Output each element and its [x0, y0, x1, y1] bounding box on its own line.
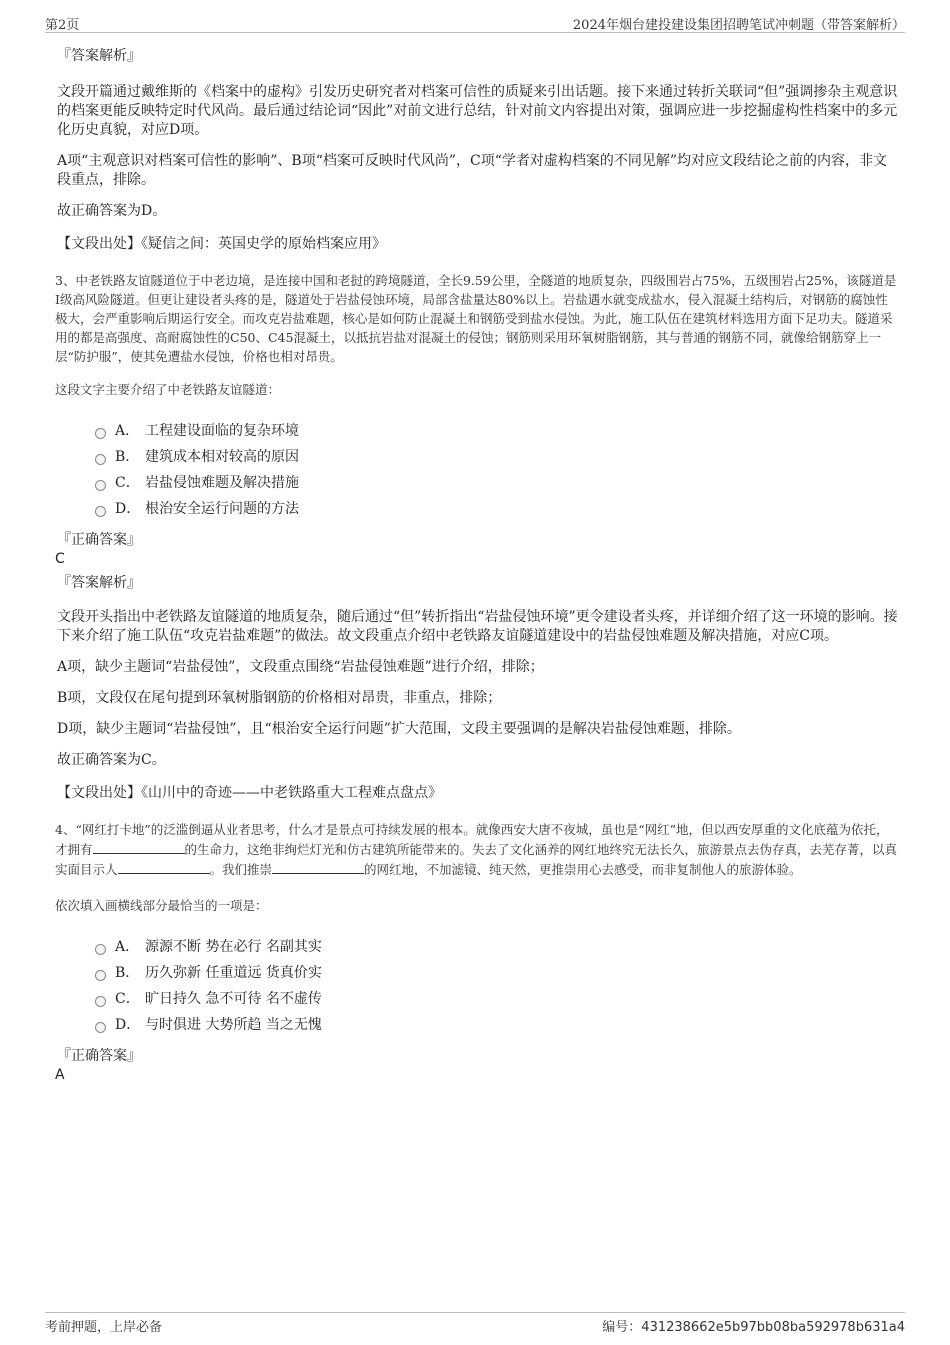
radio-icon[interactable] — [95, 1022, 106, 1033]
radio-icon[interactable] — [95, 454, 106, 465]
document-code: 编号：431238662e5b97bb08ba592978b631a4 — [602, 1320, 905, 1335]
q4-options — [95, 934, 898, 1038]
q3-answer-label: 『正确答案』 — [57, 532, 141, 548]
radio-icon[interactable] — [95, 480, 106, 491]
page-number: 第2页 — [45, 18, 80, 33]
q3-source: 【文段出处】《山川中的奇迹——中老铁路重大工程难点盘点》 — [57, 785, 442, 801]
radio-icon[interactable] — [95, 428, 106, 439]
footer-slogan: 考前押题，上岸必备 — [45, 1320, 163, 1335]
radio-icon[interactable] — [95, 506, 106, 517]
fill-blank — [272, 861, 364, 874]
q3-option-a[interactable]: A． 工程建设面临的复杂环境 — [95, 418, 898, 444]
q3-prompt: 这段文字主要介绍了中老铁路友谊隧道： — [55, 382, 281, 397]
q3-option-d[interactable]: D． 根治安全运行问题的方法 — [95, 496, 898, 522]
q3-option-c[interactable]: C． 岩盐侵蚀难题及解决措施 — [95, 470, 898, 496]
fill-blank — [93, 841, 185, 854]
q3-analysis-paragraph-1: 文段开头指出中老铁路友谊隧道的地质复杂，随后通过“但”转折指出“岩盐侵蚀环境”更令建设者头疼，并详细介绍了这一环境的影响。接下来介绍了施工队伍“攻克岩盐难题”的做法。故文段重点介绍中老铁路友谊隧道建设中的岩盐侵蚀难题及解决措施，对应C项。 — [57, 609, 898, 644]
page-header — [45, 12, 905, 33]
q4-option-b[interactable]: B． 历久弥新 任重道远 货真价实 — [95, 960, 898, 986]
document-title: 2024年烟台建投建设集团招聘笔试冲刺题（带答案解析） — [572, 18, 905, 33]
q4-option-c[interactable]: C． 旷日持久 急不可待 名不虚传 — [95, 986, 898, 1012]
q3-analysis-label: 『答案解析』 — [57, 575, 141, 591]
radio-icon[interactable] — [95, 944, 106, 955]
q3-option-b[interactable]: B． 建筑成本相对较高的原因 — [95, 444, 898, 470]
q2-analysis-paragraph-1: 文段开篇通过戴维斯的《档案中的虚构》引发历史研究者对档案可信性的质疑来引出话题。接下来通过转折关联词“但”强调掺杂主观意识的档案更能反映特定时代风尚。最后通过结论词“因此”对前文进行总结，针对前文内容提出对策，强调应进一步挖掘虚构性档案中的多元化历史真貌，对应D项。 — [57, 84, 898, 138]
fill-blank — [118, 861, 210, 874]
q3-options — [95, 418, 898, 522]
q4-option-d[interactable]: D． 与时俱进 大势所趋 当之无愧 — [95, 1012, 898, 1038]
q3-answer: C — [55, 551, 65, 567]
q3-analysis-paragraph-3: B项，文段仅在尾句提到环氧树脂钢筋的价格相对昂贵，非重点，排除； — [57, 690, 502, 706]
q2-analysis-paragraph-2: A项“主观意识对档案可信性的影响”、B项“档案可反映时代风尚”，C项“学者对虚构档案的不同见解”均对应文段结论之前的内容，非文段重点，排除。 — [57, 153, 888, 188]
radio-icon[interactable] — [95, 970, 106, 981]
q4-option-a[interactable]: A． 源源不断 势在必行 名副其实 — [95, 934, 898, 960]
q3-analysis-paragraph-4: D项，缺少主题词“岩盐侵蚀”，且“根治安全运行问题”扩大范围，文段主要强调的是解决岩盐侵蚀难题，排除。 — [57, 721, 741, 737]
page-content — [55, 45, 898, 1088]
q2-analysis-label: 『答案解析』 — [57, 48, 141, 64]
q4-answer: A — [55, 1067, 65, 1083]
q2-source: 【文段出处】《疑信之间：英国史学的原始档案应用》 — [57, 236, 386, 252]
q4-question-text: 4、“网红打卡地”的泛滥倒逼从业者思考，什么才是景点可持续发展的根本。就像西安大唐不夜城，虽也是“网红”地，但以西安厚重的文化底蕴为依托，才拥有 的生命力，这绝非绚烂灯光和仿古建筑所能带来的。失去了文化涵养的网红地终究无法长久，旅游景点去伪存真，去芜存菁，以真实面目示人 。我们推崇 的网红地，不加滤镜、纯天然，更推崇用心去感受，而非复制他人的旅游体验。 — [55, 822, 898, 877]
q3-analysis-paragraph-2: A项，缺少主题词“岩盐侵蚀”，文段重点围绕“岩盐侵蚀难题”进行介绍，排除； — [57, 659, 544, 675]
q3-analysis-paragraph-5: 故正确答案为C。 — [57, 752, 166, 768]
q3-question-text: 3、中老铁路友谊隧道位于中老边境，是连接中国和老挝的跨境隧道，全长9.59公里，全隧道的地质复杂，四级围岩占75%，五级围岩占25%，该隧道是I级高风险隧道。但更让建设者头疼的是，隧道处于岩盐侵蚀环境，局部含盐量达80%以上。岩盐遇水就变成盐水，侵入混凝土结构后，对钢筋的腐蚀性极大，会严重影响后期运行安全。而攻克岩盐难题，核心是如何防止混凝土和钢筋受到盐水侵蚀。为此，施工队伍在建筑材料选用方面下足功夫。隧道采用的都是高强度、高耐腐蚀性的C50、C45混凝土，以抵抗岩盐对混凝土的侵蚀；钢筋则采用环氧树脂钢筋，其与普通的钢筋不同，就像给钢筋穿上一层“防护服”，使其免遭盐水侵蚀，价格也相对昂贵。 — [55, 273, 897, 364]
q2-analysis-paragraph-3: 故正确答案为D。 — [57, 203, 167, 219]
q4-prompt: 依次填入画横线部分最恰当的一项是： — [55, 898, 268, 913]
page-footer — [45, 1312, 905, 1337]
q4-answer-label: 『正确答案』 — [57, 1048, 141, 1064]
radio-icon[interactable] — [95, 996, 106, 1007]
